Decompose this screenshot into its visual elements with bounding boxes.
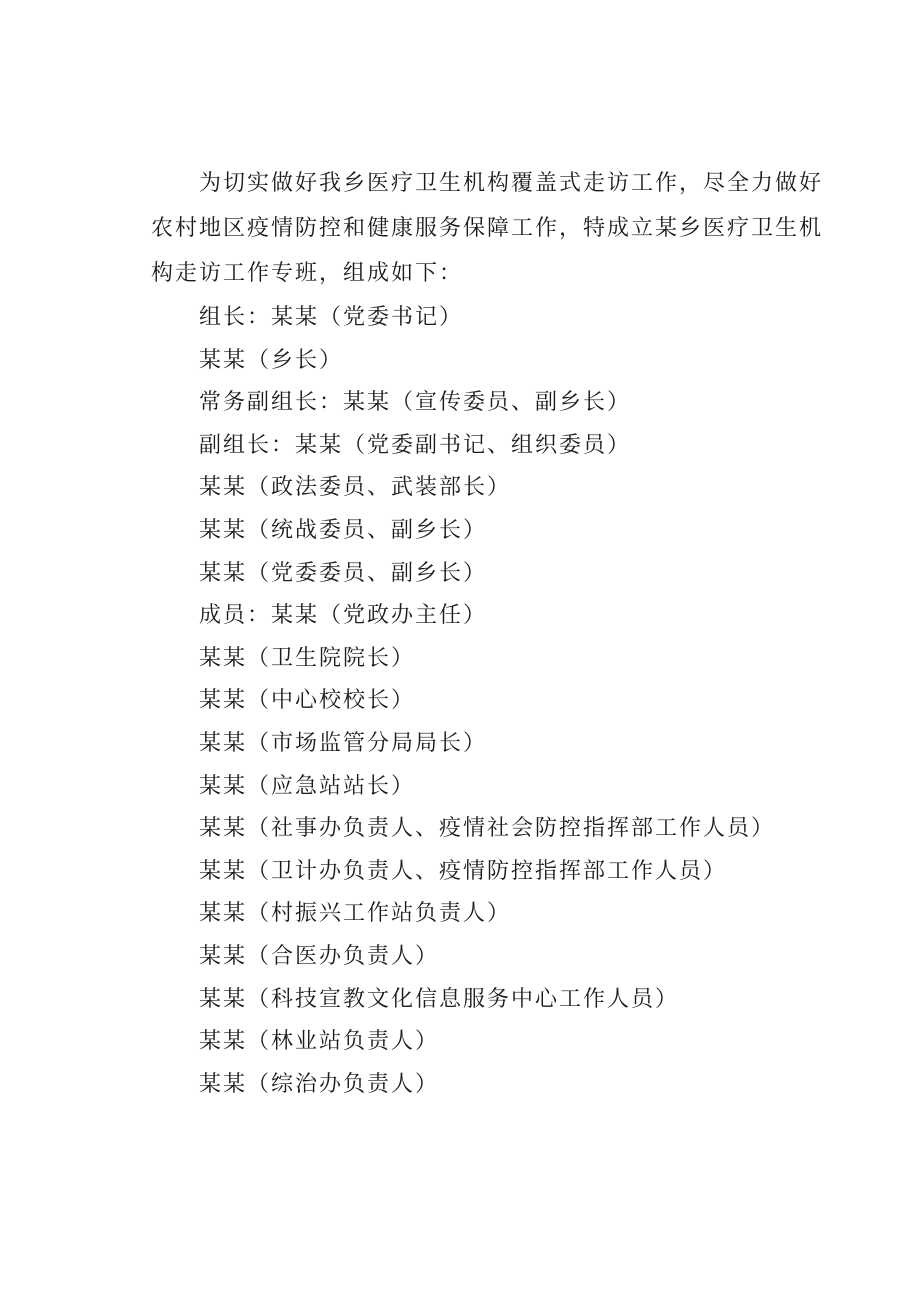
member-line: 某某（政法委员、武装部长） — [199, 475, 512, 501]
member-line: 某某（中心校校长） — [199, 688, 416, 714]
member-line: 某某（市场监管分局局长） — [199, 730, 488, 756]
member-line-leader: 组长：某某（党委书记） — [199, 305, 464, 330]
intro-paragraph — [151, 161, 824, 296]
member-line: 某某（村振兴工作站负责人） — [199, 901, 512, 927]
member-line: 某某（应急站站长） — [199, 773, 416, 799]
member-line: 某某（合医办负责人） — [199, 943, 440, 969]
member-line: 某某（科技宣教文化信息服务中心工作人员） — [199, 986, 680, 1012]
member-line: 某某（党委委员、副乡长） — [199, 560, 488, 586]
member-list — [151, 297, 810, 1106]
member-line: 某某（乡长） — [199, 347, 344, 373]
member-line: 某某（综治办负责人） — [199, 1071, 440, 1097]
member-line: 某某（社事办负责人、疫情社会防控指挥部工作人员） — [199, 816, 776, 842]
intro-line: 构走访工作专班，组成如下： — [151, 261, 464, 286]
member-line: 某某（卫生院院长） — [199, 645, 416, 671]
intro-line: 农村地区疫情防控和健康服务保障工作，特成立某乡医疗卫生机 — [151, 216, 824, 241]
intro-line: 为切实做好我乡医疗卫生机构覆盖式走访工作，尽全力做好 — [199, 171, 824, 196]
member-line: 某某（统战委员、副乡长） — [199, 517, 488, 543]
member-line-members: 成员：某某（党政办主任） — [199, 603, 488, 629]
member-line-deputy: 副组长：某某（党委副书记、组织委员） — [199, 432, 632, 458]
member-line-executive-deputy: 常务副组长：某某（宣传委员、副乡长） — [199, 390, 632, 416]
member-line: 某某（林业站负责人） — [199, 1029, 440, 1055]
member-line: 某某（卫计办负责人、疫情防控指挥部工作人员） — [199, 858, 728, 884]
